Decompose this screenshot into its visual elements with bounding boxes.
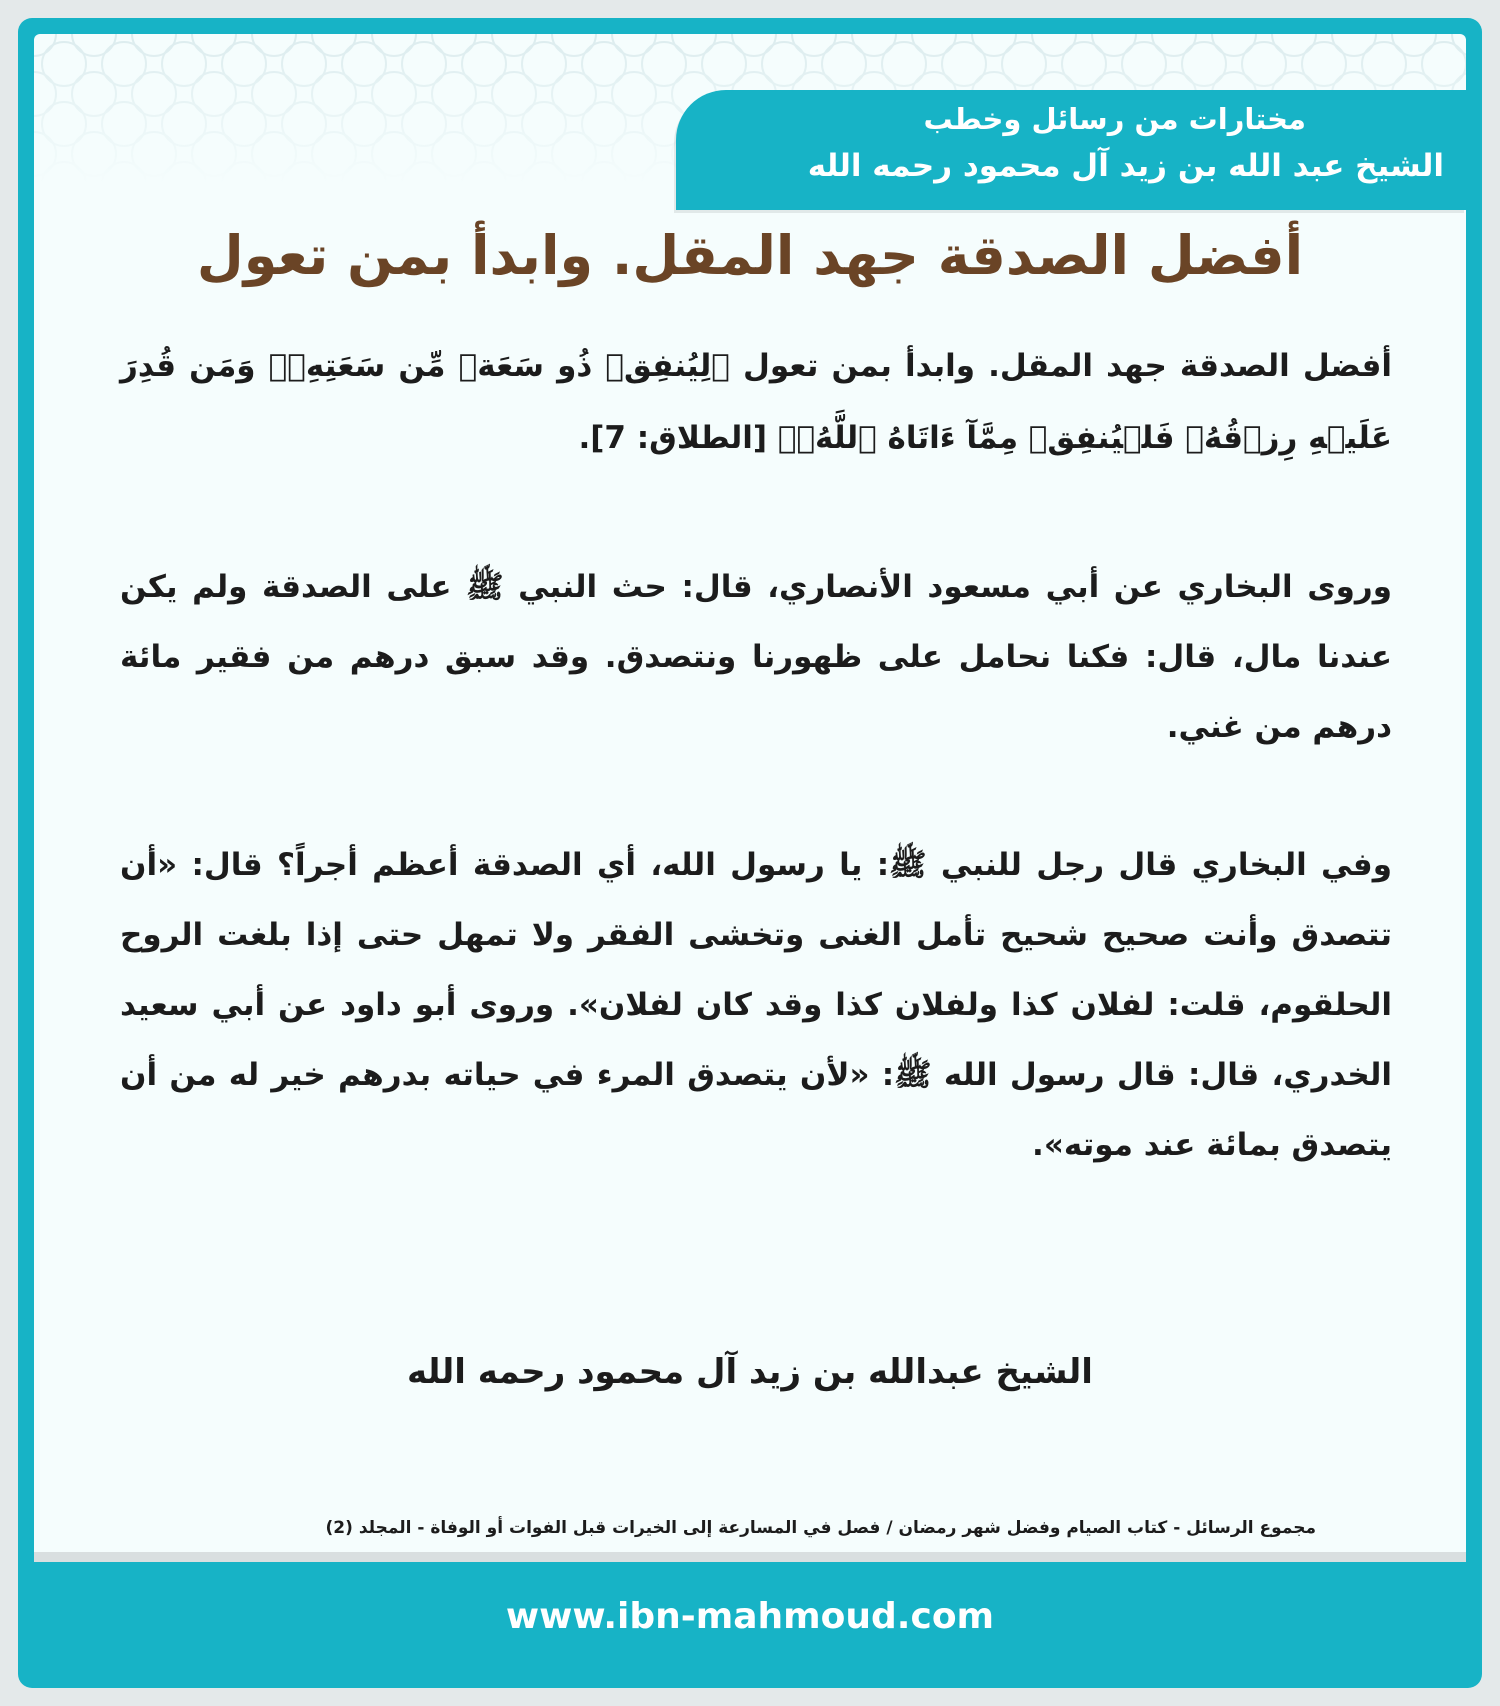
signature: الشيخ عبدالله بن زيد آل محمود رحمه الله [407,1352,1093,1392]
header-banner [676,90,1466,210]
content-card [34,34,1466,1560]
header-author: الشيخ عبد الله بن زيد آل محمود رحمه الله [807,148,1444,184]
paragraph-2: وروى البخاري عن أبي مسعود الأنصاري، قال: حث النبي ﷺ على الصدقة ولم يكن عندنا مال، قال: فكنا نحامل على ظهورنا ونتصدق. وقد سبق درهم من فقير مائة درهم من غني. [120,569,1392,745]
source-reference: مجموع الرسائل - كتاب الصيام وفضل شهر رمضان / فصل في المسارعة إلى الخيرات قبل الفوات أو الوفاة - المجلد (2) [325,1518,1316,1538]
paragraph-3: وفي البخاري قال رجل للنبي ﷺ: يا رسول الله، أي الصدقة أعظم أجراً؟ قال: «أن تتصدق وأنت صحيح شحيح تأمل الغنى وتخشى الفقر ولا تمهل حتى إذا بلغت الروح الحلقوم، قلت: لفلان كذا ولفلان كذا وقد كان لفلان». وروى أبو داود عن أبي سعيد الخدري، قال: قال رسول الله ﷺ: «لأن يتصدق المرء في حياته بدرهم خير له من أن يتصدق بمائة عند موته». [120,847,1392,1163]
footer-divider [34,1552,1466,1562]
page-title: أفضل الصدقة جهد المقل. وابدأ بمن تعول [196,224,1304,287]
header-subtitle: مختارات من رسائل وخطب [923,102,1306,136]
paragraph-1: أفضل الصدقة جهد المقل. وابدأ بمن تعول ﴿لِيُنفِقۡ ذُو سَعَةٖ مِّن سَعَتِهِۦۖ وَمَن قُدِرَ عَلَيۡهِ رِزۡقُهُۥ فَلۡيُنفِقۡ مِمَّآ ءَاتَاهُ ٱللَّهُۚ﴾ [الطلاق: 7]. [120,348,1392,456]
website-link[interactable]: www.ibn-mahmoud.com [505,1596,995,1637]
